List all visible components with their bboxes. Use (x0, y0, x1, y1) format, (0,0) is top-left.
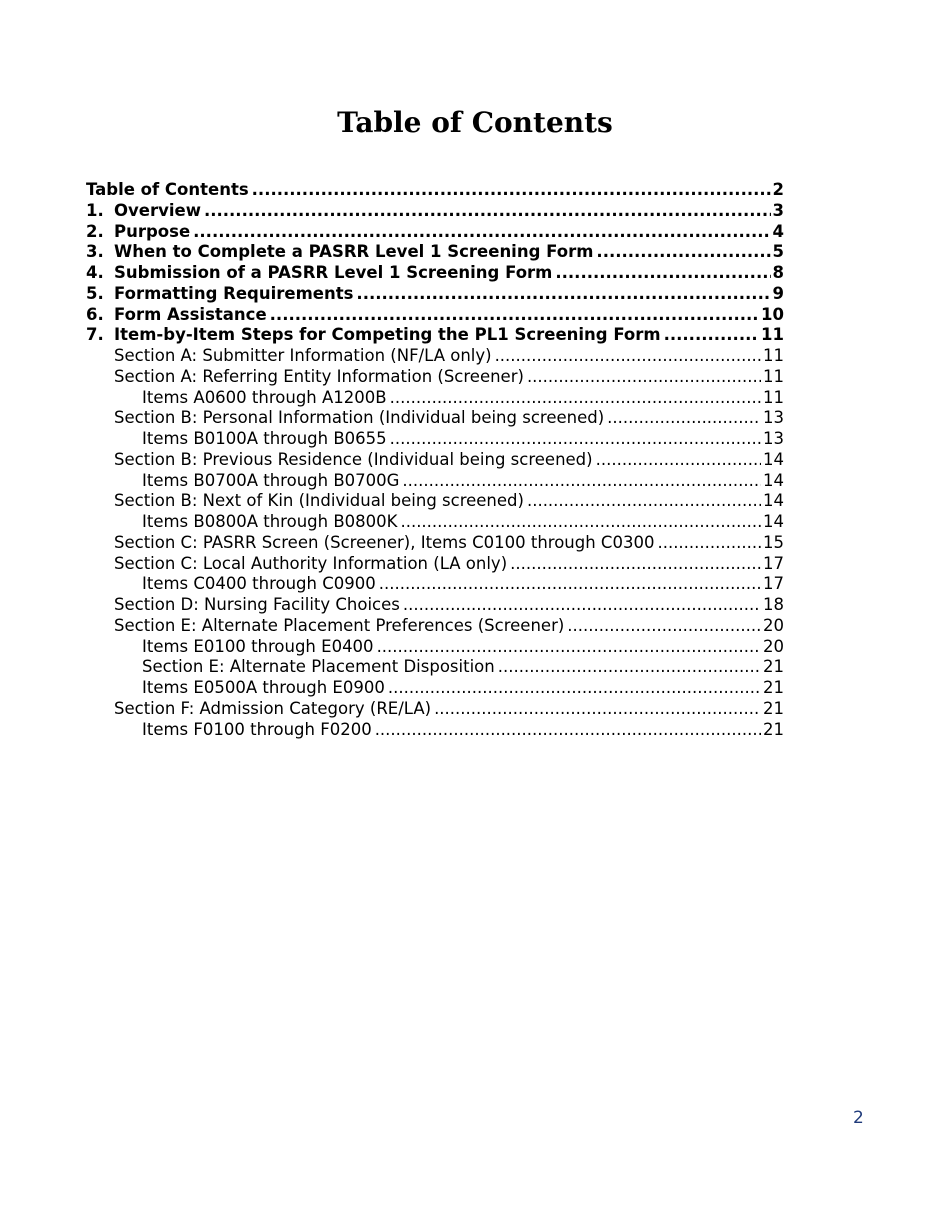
toc-dot-leader (596, 450, 761, 469)
toc-entry[interactable] (86, 637, 784, 658)
toc-entry-number: 5. (86, 283, 104, 303)
toc-entry-title: Section A: Referring Entity Information (Screener) (114, 366, 524, 386)
toc-entry[interactable] (86, 284, 784, 305)
toc-dot-leader (403, 595, 761, 614)
toc-entry-page: 20 (763, 615, 784, 635)
toc-entry[interactable] (86, 346, 784, 367)
toc-entry-page: 14 (763, 491, 784, 511)
page-number: 2 (853, 1108, 864, 1128)
toc-dot-leader (555, 263, 770, 282)
toc-entry[interactable] (86, 616, 784, 637)
toc-dot-leader (596, 242, 770, 261)
toc-entry[interactable] (86, 201, 784, 222)
toc-entry-page: 11 (763, 387, 784, 407)
toc-entry-page: 21 (763, 657, 784, 677)
toc-dot-leader (567, 616, 761, 635)
toc-entry-page: 21 (763, 698, 784, 718)
toc-entry-page: 20 (763, 636, 784, 656)
toc-entry[interactable] (86, 533, 784, 554)
toc-entry-page: 14 (763, 512, 784, 531)
toc-entry-title: Purpose (114, 221, 191, 241)
toc-entry[interactable] (86, 263, 784, 284)
toc-entry[interactable] (86, 450, 784, 471)
toc-entry-number: 3. (86, 242, 104, 262)
toc-dot-leader (402, 471, 761, 490)
toc-entry[interactable] (86, 657, 784, 678)
toc-dot-leader (390, 388, 761, 407)
toc-dot-leader (495, 346, 761, 365)
toc-dot-leader (390, 429, 761, 448)
toc-entry[interactable] (86, 595, 784, 616)
toc-dot-leader (375, 720, 761, 739)
toc-entry[interactable] (86, 512, 784, 533)
toc-entry[interactable] (86, 408, 784, 429)
toc-entry-page: 21 (763, 678, 784, 697)
toc-entry-title: Items B0700A through B0700G (142, 470, 400, 490)
toc-dot-leader (356, 284, 770, 303)
toc-entry-number: 2. (86, 221, 104, 241)
toc-entry-page: 10 (761, 304, 784, 324)
toc-entry-page: 11 (763, 346, 784, 365)
toc-entry[interactable] (86, 574, 784, 595)
toc-entry-title: Submission of a PASRR Level 1 Screening Form (114, 263, 553, 282)
toc-entry-title: When to Complete a PASRR Level 1 Screening Form (114, 242, 594, 262)
toc-dot-leader (193, 222, 770, 241)
toc-dot-leader (377, 637, 761, 656)
toc-entry-title: Section B: Previous Residence (Individual being screened) (114, 449, 593, 469)
toc-entry-page: 17 (763, 553, 784, 573)
toc-entry-title: Items B0100A through B0655 (142, 429, 387, 448)
toc-entry-title: Items F0100 through F0200 (142, 719, 372, 739)
toc-entry[interactable] (86, 222, 784, 243)
toc-dot-leader (657, 533, 761, 552)
toc-entry-title: Table of Contents (86, 180, 249, 199)
toc-entry-title: Section B: Personal Information (Individual being screened) (114, 408, 605, 428)
toc-entry-title: Section B: Next of Kin (Individual being screened) (114, 491, 524, 511)
toc-entry-page: 13 (763, 429, 784, 448)
toc-entry-page: 2 (772, 180, 784, 199)
toc-entry-page: 8 (772, 263, 784, 282)
toc-dot-leader (527, 367, 761, 386)
toc-entry-page: 18 (763, 595, 784, 614)
toc-entry-page: 5 (772, 242, 784, 262)
toc-entry-title: Section A: Submitter Information (NF/LA only) (114, 346, 492, 365)
toc-entry-page: 4 (772, 221, 784, 241)
toc-entry-number: 6. (86, 304, 104, 324)
toc-dot-leader (204, 201, 771, 220)
toc-entry-title: Item-by-Item Steps for Competing the PL1 Screening Form (114, 325, 661, 345)
toc-entry[interactable] (86, 180, 784, 201)
toc-dot-leader (527, 491, 761, 510)
toc-entry[interactable] (86, 325, 784, 346)
toc-entry-title: Section E: Alternate Placement Disposition (142, 657, 495, 677)
table-of-contents (86, 180, 784, 740)
toc-entry[interactable] (86, 720, 784, 741)
toc-entry-title: Items E0100 through E0400 (142, 636, 374, 656)
toc-entry-title: Formatting Requirements (114, 283, 354, 303)
toc-entry[interactable] (86, 388, 784, 409)
toc-dot-leader (252, 180, 771, 199)
toc-entry[interactable] (86, 367, 784, 388)
toc-entry-page: 13 (763, 408, 784, 428)
toc-entry-title: Items B0800A through B0800K (142, 512, 398, 531)
toc-entry-title: Items C0400 through C0900 (142, 574, 376, 594)
toc-dot-leader (270, 305, 759, 324)
toc-entry-title: Section E: Alternate Placement Preferences (Screener) (114, 615, 565, 635)
toc-entry-title: Form Assistance (114, 304, 267, 324)
toc-dot-leader (607, 408, 761, 427)
page-title: Table of Contents (337, 106, 613, 139)
toc-entry[interactable] (86, 429, 784, 450)
toc-entry-number: 1. (86, 200, 104, 220)
toc-entry-title: Items E0500A through E0900 (142, 678, 385, 697)
toc-entry-title: Section F: Admission Category (RE/LA) (114, 698, 432, 718)
toc-entry[interactable] (86, 242, 784, 263)
toc-entry-page: 11 (761, 325, 784, 345)
toc-entry[interactable] (86, 554, 784, 575)
toc-dot-leader (434, 699, 761, 718)
toc-entry-page: 14 (763, 449, 784, 469)
toc-entry-title: Section D: Nursing Facility Choices (114, 595, 400, 614)
toc-entry-title: Section C: PASRR Screen (Screener), Items C0100 through C0300 (114, 532, 655, 552)
toc-entry-page: 17 (763, 574, 784, 594)
toc-entry-title: Section C: Local Authority Information (LA only) (114, 553, 508, 573)
toc-entry[interactable] (86, 678, 784, 699)
toc-dot-leader (510, 554, 761, 573)
toc-dot-leader (498, 657, 761, 676)
toc-entry-number: 7. (86, 325, 104, 345)
toc-entry-page: 14 (763, 470, 784, 490)
toc-entry-title: Items A0600 through A1200B (142, 387, 387, 407)
toc-entry[interactable] (86, 699, 784, 720)
toc-dot-leader (400, 512, 761, 531)
toc-dot-leader (388, 678, 761, 697)
toc-entry-page: 11 (763, 366, 784, 386)
toc-entry-title: Overview (114, 200, 201, 220)
toc-dot-leader (379, 574, 761, 593)
toc-entry-page: 9 (772, 283, 784, 303)
toc-entry-page: 21 (763, 719, 784, 739)
toc-entry-page: 15 (763, 532, 784, 552)
toc-dot-leader (664, 325, 759, 344)
toc-entry[interactable] (86, 471, 784, 492)
toc-entry-page: 3 (772, 200, 784, 220)
toc-entry[interactable] (86, 305, 784, 326)
toc-entry-number: 4. (86, 263, 104, 282)
toc-entry[interactable] (86, 491, 784, 512)
